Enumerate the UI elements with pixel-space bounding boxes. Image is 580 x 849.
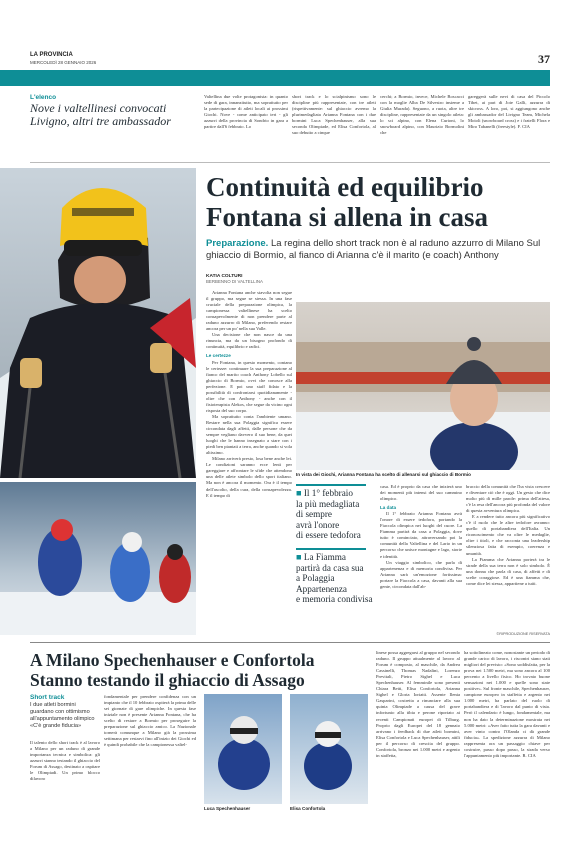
quote-marker: ■ — [296, 488, 304, 498]
skier-illustration — [0, 168, 196, 478]
masthead-bar-left — [0, 70, 30, 86]
quote-2-line: partirà da casa sua — [296, 562, 364, 573]
paragraph: casa. Ed è proprio da casa che inizierà uno dei momenti più intensi del suo cammino olimpico. — [380, 484, 462, 502]
main-col-3 — [380, 484, 462, 590]
main-summary — [206, 238, 550, 262]
main-headline-line1: Continuità ed equilibrio — [206, 172, 484, 202]
top-col-2: short track e lo scialpinismo sono le discipline più rappresentate, con tre atleti (rispettivamente: sul ghiaccio avremo la plurimedagliata Arianna Fontana con i due bormini Luca Spechenhauser, alla sua seconda Olimpiade, ed Elisa Confortola, al suo debutto a cinque — [292, 94, 376, 136]
paragraph: Arianna Fontana anche stavolta non segue il gruppo, ma segue se stessa. In una fase cruciale della preparazione olimpica, la campionessa valtellinese ha scelto consapevolmente di non prendere parte al raduno azzurro di Milano, preferendo restare ancora per un po' nella sua Valle. — [206, 290, 292, 332]
bottom-headline — [30, 650, 430, 690]
bottom-col-3: linese possa aggregarsi al gruppo nel secondo raduno. Il gruppo attualmente al lavoro al Forum è composto, al maschile, da Andrea Cassinelli, Thomas Nadalini, Lorenzo Previtali, Pietro Sighel e Luca Spechenhauser. Al femminile sono presenti Chiara Betti, Elisa Confortola, Arianna Sighel e Gloria Ioriatti. Assente Ilenia Gasparini, costretta a rinunciare alla sua quinta Olimpiade a causa del grave infortunio alla tibia e perone riportato ai recenti Campionati europei di Tilburg. Proprio dagli Europei del 18 gennaio arrivano i feedback di due atleti bormini, Elisa Confortola e Luca Spechenhauser, attili per il percorso di crescita del gruppo. Confortola, bronzo nei 1.000 metri e argento in staffetta, — [376, 650, 460, 758]
main-summary-lead: Preparazione. — [206, 238, 269, 249]
author-name: KATIA COLTURI — [206, 274, 243, 279]
section-divider — [30, 642, 550, 643]
quote-2-line: a Polaggia — [296, 573, 335, 584]
issue-date: MERCOLEDÌ 28 GENNAIO 2026 — [30, 60, 97, 65]
paragraph: Per Fontana, in questo momento, contano le certezze: continuare la sua preparazione al fianco del marito coach Anthony Lobello sul ghiaccio di Bormio, ovvi che conosce alla perfezione. E poi uno staff fidato e la possibilità di confrontarsi quotidianamente - oltre che con Anthony - anche con il fisioterapista Alekos, che segue da vicino ogni risposta del suo corpo. — [206, 359, 292, 413]
paragraph: Una decisione che non nasce da una rinuncia, ma da un bisogno profondo di continuità, equilibrio e radici. — [206, 332, 292, 350]
bottom-col-1: Il talento dello short track è al lavoro a Milano per un raduno di grande importanza tecnica e simbolica: gli azzurri stanno testando il ghiaccio del Forum di Assago, destinato a ospitare le Olimpiadi. Un primo blocco dilavoro — [30, 740, 100, 782]
bottom-headline-line1: A Milano Spechenhauser e Confortola — [30, 650, 315, 670]
top-col-3: cerchi; a Bormio, invece, Michele Boscacci con la moglie Alba De Silvestro insieme a Giulia Murada). Seguono, a ruota, altre tre discipline, rappresentate da un singolo atleta: lo sci alpino, con Elena Curtoni, lo snowboard alpino, con Maurizio Bormolini che — [380, 94, 464, 136]
top-box — [30, 92, 550, 150]
newspaper-name: LA PROVINCIA — [30, 52, 73, 58]
quote-1-line: avrà l'onore — [296, 519, 340, 530]
quote-marker: ■ — [296, 552, 304, 562]
spechenhauser-caption: Luca Spechenhauser — [204, 806, 251, 811]
quote-2 — [296, 552, 374, 605]
byline — [206, 274, 296, 284]
spechenhauser-photo — [204, 694, 282, 804]
top-title — [30, 102, 200, 128]
bottom-col-4: ha sottolineato come, nonostante un periodo di grande carico di lavoro, i riscontri siano stati migliori del previsto: «Sono soddisfatta, per la prova nei 1.500 metri, ma sono ancora al 100 percento a livello fisico. Ho trovato buone sensazioni nei 1.000 e quelle sono state positive». Sul fronte maschile, Spechenhauser, campione europeo in staffetta e argento nei 1.000 metri, ha parlato del ruolo di portabandiera e di 'lavoro dal punto di vista. Però il calendario è lungo, fondamentale, ma non ha dato la determinazione mostrata nei 5.000 metri: «Aver fatto tutta la gara davanti e aver vinto contro l'Olanda ci dà grande fiducia». La spedizione azzurra di Milano rappresenta ora un passaggio chiave per costruire, passo dopo passo, la strada verso l'appuntamento più importante. R. CIA — [464, 650, 550, 758]
top-box-divider — [30, 162, 550, 163]
bottom-col-2: fondamentale per prendere confidenza con un impianto che il 10 febbraio ospiterà la prima delle sei giornate di gare olimpiche. In questa fase iniziale non è presente Arianna Fontana, che ha scelto di restare a Bormio per proseguire la preparazione sul ghiaccio amico. La Nazionale tornerà comunque a Milano già la prossima settimana per restarvi fino all'inizio dei Giochi ed è quindi probabile che la campionessa valtel- — [104, 694, 196, 748]
quote-1-line: di essere tedofora — [296, 530, 361, 541]
paragraph: Milano arriverà presto, losa bene anche lei. Le condizioni saranno ecce lenti per gareggiare e affrontare le sfide che attendono una delle atlete simbolo dello sport italiano. Ma non è ancora il momento. Ora è il tempo dell'ascolto, della cura, della consapevolezza. E il tempo di — [206, 456, 292, 498]
bottom-kicker-box — [30, 694, 96, 730]
confortola-photo — [290, 694, 368, 804]
masthead-bar — [30, 70, 550, 86]
top-title-line1: Nove i valtellinesi convocati — [30, 101, 167, 115]
paragraph: Un viaggio simbolico, che parla di appartenenza e di memoria condivisa. Per Arianna sarà un'emozione fortissima: portare la Fiaccola a casa, davanti alla sua gente, circondata dall'ab- — [380, 559, 462, 589]
main-headline — [206, 172, 550, 232]
subheading: La data — [380, 505, 397, 511]
bottom-kicker-text: I due atleti bormini guardano con ottimismo all'appuntamento olimpico «C'è grande fiducia» — [30, 702, 95, 729]
quote1-rule — [296, 484, 366, 486]
main-col-4 — [466, 484, 550, 587]
fontana-photo — [296, 302, 550, 470]
confortola-caption: Elisa Confortola — [290, 806, 326, 811]
skaters-photo — [0, 482, 196, 635]
paragraph: La Fiamma che Arianna porterà tra le strade della sua terra non è solo simbolo. È una donna che parla di casa, di affetti e di scelte coraggiose. Ed è una fiamma che, come dice lei stessa, appartiene a tutti. — [466, 556, 550, 586]
quote-1 — [296, 488, 370, 541]
quote-1-line: la più medagliata — [296, 498, 360, 509]
main-headline-line2: Fontana si allena in casa — [206, 202, 489, 232]
main-summary-text: La regina dello short track non è al raduno azzurro di Milano Sul ghiaccio di Bormio, al fianco di Arianna c'è il marito (e coach) Anthony — [206, 238, 541, 261]
paragraph: E a rendere tutto ancora più significativo c'è il ruolo che le altre tedofore avranno: quello di portabandiera dell'Italia. Un riconoscimento che va oltre le medaglie, oltre i titoli, e che racconta una leadership silenziosa fatta di esempio, coerenza e umanità. — [466, 514, 550, 556]
quote-1-text: Il 1° febbraio — [303, 488, 353, 498]
quote-2-line: e memoria condivisa — [296, 594, 373, 605]
quote-1-line: di sempre — [296, 509, 332, 520]
page-number: 37 — [538, 52, 550, 66]
skier-photo — [0, 168, 196, 478]
top-title-line2: Livigno, altri tre ambassador — [30, 114, 171, 128]
masthead — [30, 52, 550, 70]
quote2-rule — [296, 548, 366, 550]
paragraph: braccio della comunità che l'ha vista crescere e diventare ciò che è oggi. Un gesto che dice molto più di mille parole: prima dell'attesa, c'è la resa dell'ancora più profonda del valore di questa avventura olimpica. — [466, 484, 550, 514]
quote-2-line — [296, 552, 374, 563]
confortola-illustration — [290, 694, 368, 804]
fontana-illustration — [296, 302, 550, 470]
bottom-kicker: Short track — [30, 694, 65, 701]
copyright: ©RIPRODUZIONE RISERVATA — [496, 632, 550, 636]
spechenhauser-illustration — [204, 694, 282, 804]
quote-1-line — [296, 488, 370, 499]
bottom-headline-line2: Stanno testando il ghiaccio di Assago — [30, 670, 305, 690]
paragraph: Il 1° febbraio Arianna Fontana avrà l'onore di essere tedofora, portando la Fiaccola olimpica nei luoghi del cuore. La Fiamma partirà da casa a Polaggia, dove tutto è cominciato, attraversando poi la comunità della Valtellina e del Lario in un percorso che unisce montagne e lago, storie e identità. — [380, 511, 462, 559]
top-col-1: Valtellina due volte protagonista: in quanto sede di gara, innanzitutto, ma soprattutto per la partecipazione di atleti locali ai prossimi Giochi. Nove - come anticipato ieri - gli azzurri della provincia di Sondrio in gara a partire dall'6 febbraio. Lo — [204, 94, 288, 130]
main-col-1 — [206, 290, 292, 499]
skaters-illustration — [0, 482, 196, 635]
quote-2-text: La Fiamma — [303, 552, 346, 562]
subheading: Le certezze — [206, 353, 231, 359]
top-kicker: L'elenco — [30, 94, 57, 101]
paragraph: Ma soprattutto conta l'ambiente umano. Restare nella sua Polaggia significa essere circondata dagli affetti, dalle persone che da sempre vegliano davvero il suo bene, da quei luoghi che le hanno insegnato a stare con i piedi ben piantati a terra, anche quando si vola altissimo. — [206, 413, 292, 456]
quote-2-line: Appartenenza — [296, 583, 348, 594]
fontana-photo-caption: In vista dei Giochi, Arianna Fontana ha scelto di allenarsi sul ghiaccio di Bormio — [296, 472, 471, 477]
top-col-4: gareggerà sulle nevi di casa del Piccolo Tibet, ai pari di Joie Galli, azzurra di skicross. A loro, poi, si aggiungono anche gli ambassador del Livigno Team, Michela Moioli (snowboard cross) e i fratelli Flora e Miro Tabanelli (freestyle). F. CIA — [468, 94, 550, 130]
author-location: BERBENNO DI VALTELLINA — [206, 279, 263, 284]
